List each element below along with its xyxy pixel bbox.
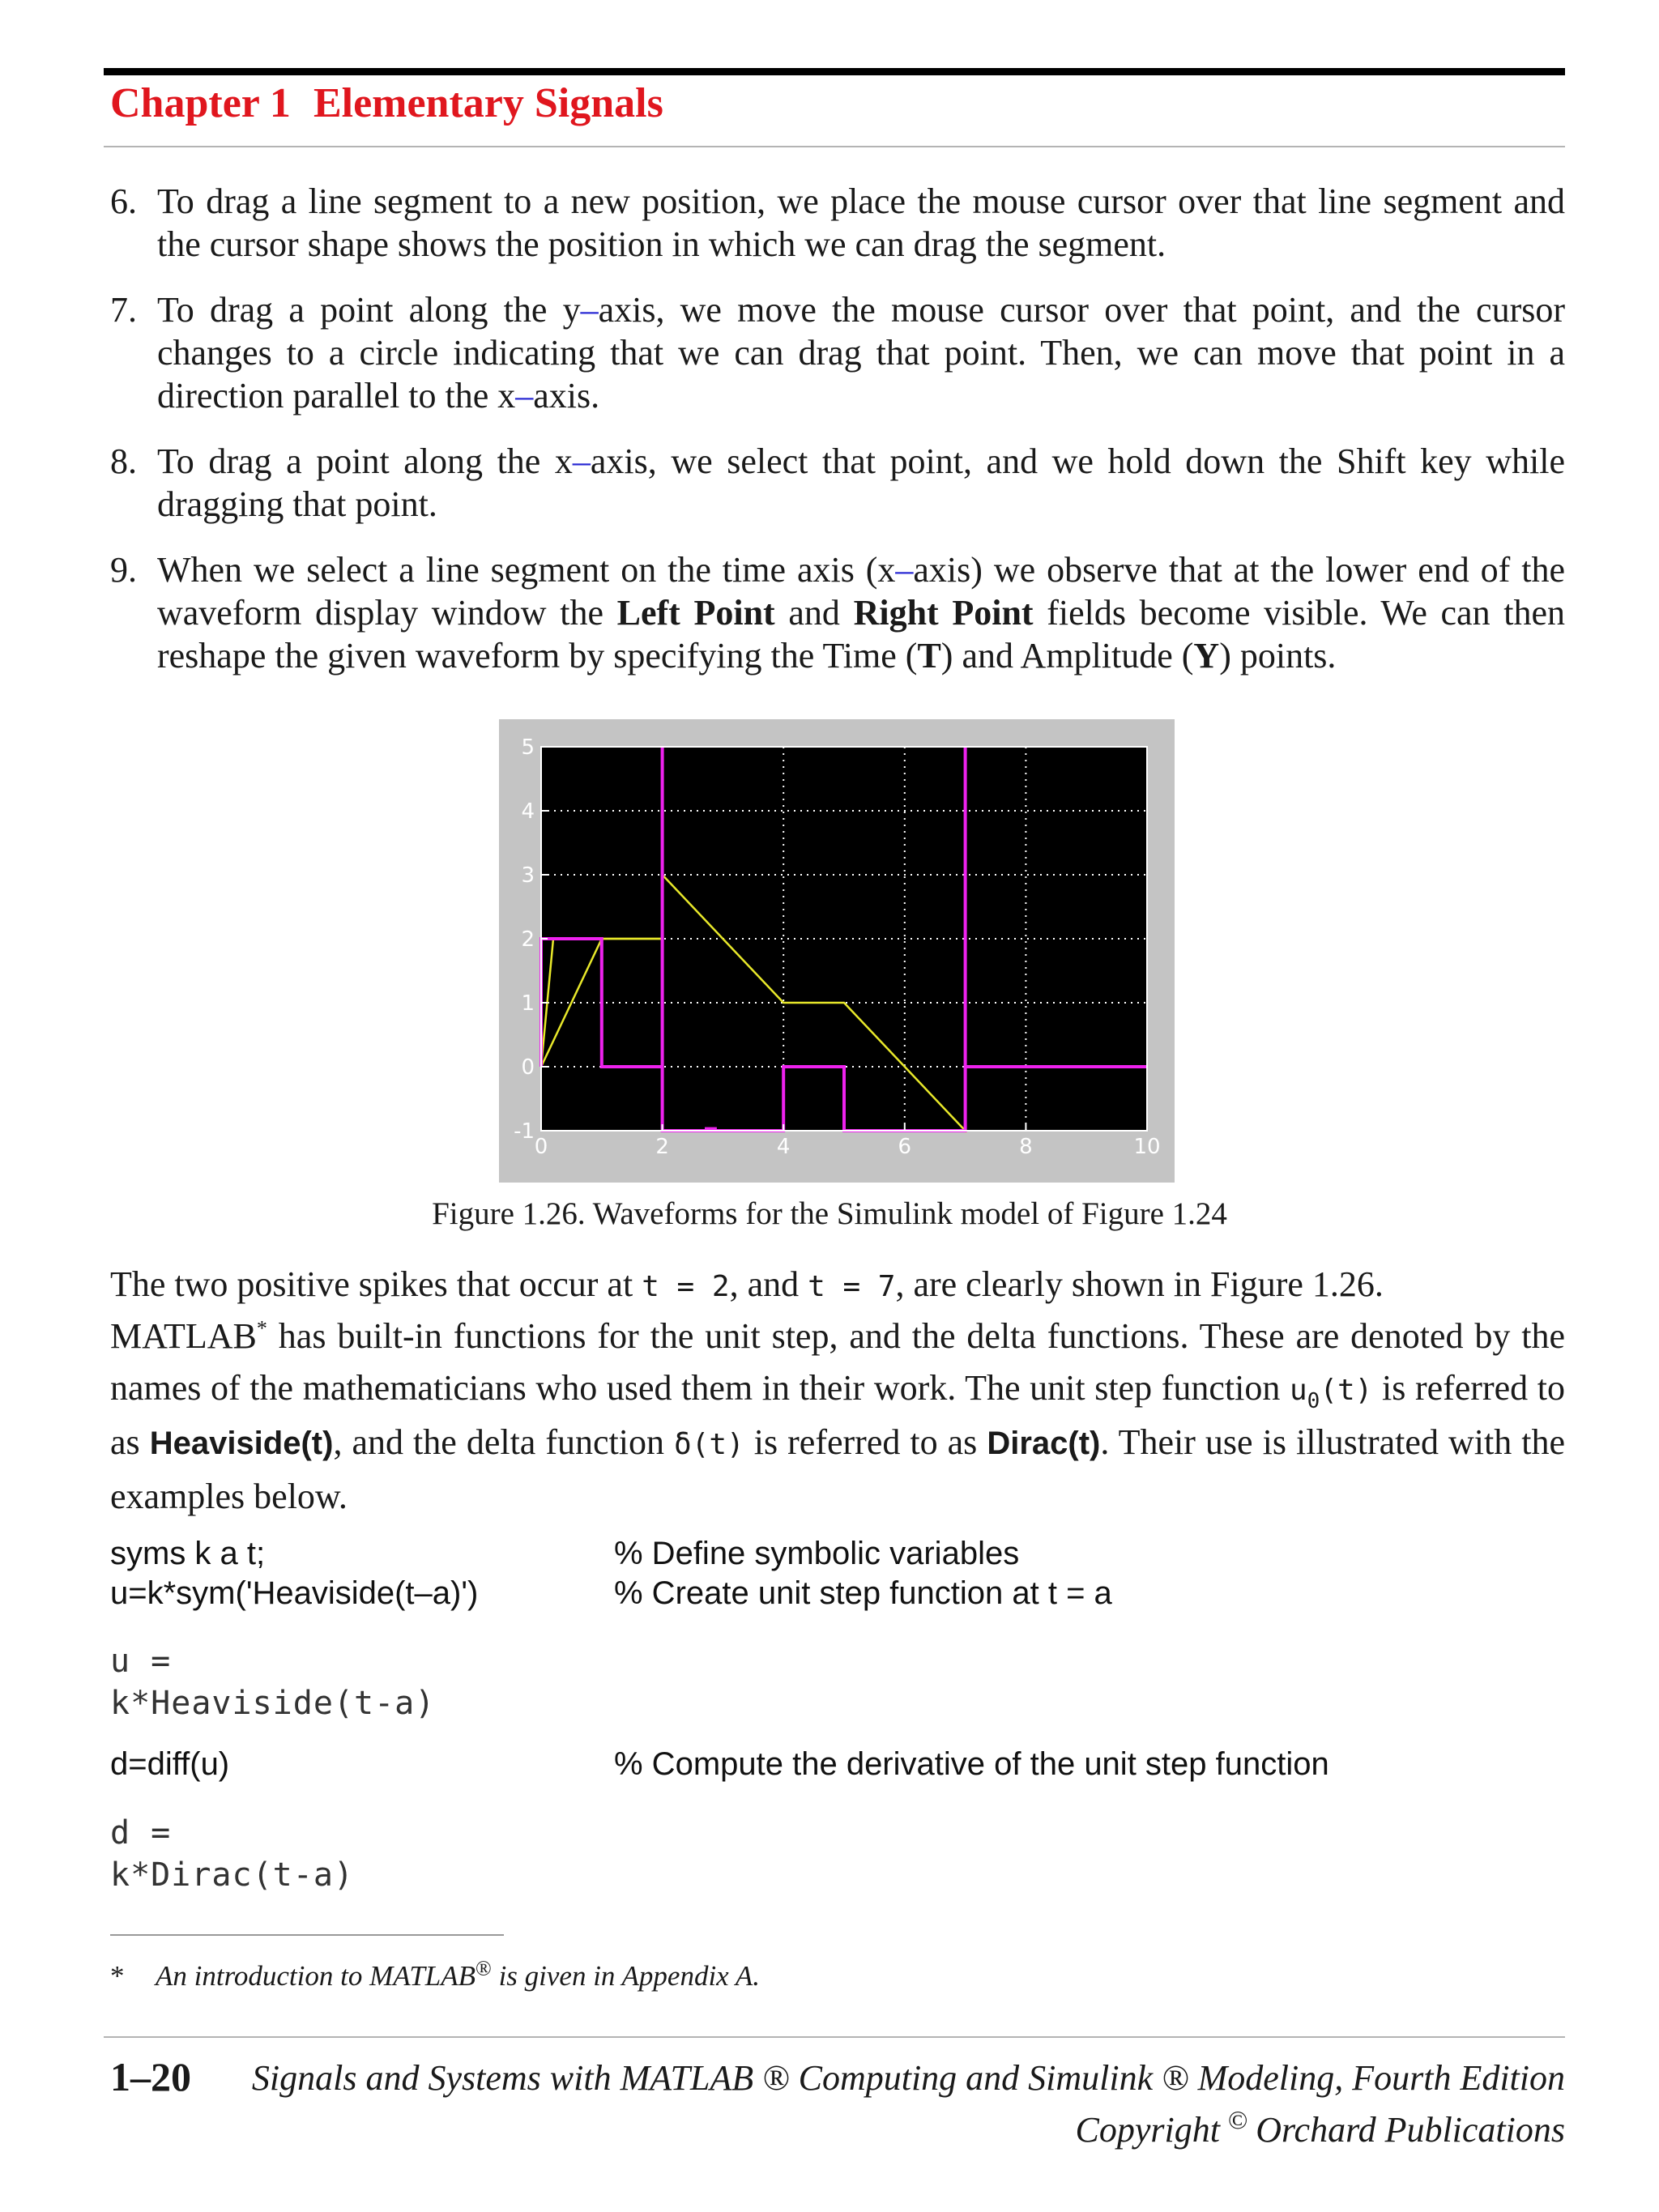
list-item	[110, 288, 1565, 417]
code-line: d=diff(u)	[110, 1746, 230, 1782]
list-item	[110, 180, 1565, 266]
y-tick-label: 1	[521, 991, 535, 1016]
numbered-list	[110, 180, 1565, 700]
item-text: When we select a line segment on the time axis (x–axis) we observe that at the lower end of the waveform display window the Left Point and Right Point fields become visible. We can then reshape the given waveform by specifying the Time (T) and Amplitude (Y) points.	[157, 550, 1566, 676]
chapter-label: Chapter 1	[110, 80, 291, 126]
paragraph-spikes: The two positive spikes that occur at t = 2, and t = 7, are clearly shown in Figure 1.26.	[110, 1264, 1384, 1304]
y-tick-label: 0	[521, 1055, 535, 1080]
list-item	[110, 548, 1565, 677]
list-item	[110, 440, 1565, 526]
footnote: * An introduction to MATLAB® is given in Appendix A.	[110, 1956, 760, 1992]
code-line: syms k a t;	[110, 1536, 266, 1571]
x-tick-label: 10	[1133, 1135, 1161, 1159]
item-number: 9.	[110, 550, 137, 590]
page-number: 1–20	[110, 2054, 191, 2099]
waveform-plot	[499, 719, 1175, 1183]
x-tick-label: 6	[898, 1135, 912, 1159]
top-rule	[104, 68, 1565, 75]
y-tick-label: -1	[514, 1119, 535, 1144]
figure-caption: Figure 1.26. Waveforms for the Simulink model of Figure 1.24	[432, 1196, 1227, 1231]
code-comment: % Compute the derivative of the unit step function	[614, 1746, 1329, 1782]
item-text: To drag a point along the x–axis, we select that point, and we hold down the Shift key while dragging that point.	[157, 441, 1565, 524]
y-tick-label: 5	[521, 735, 535, 760]
code-output: k*Heaviside(t-a)	[110, 1685, 436, 1722]
paragraph-matlab: MATLAB* has built-in functions for the unit step, and the delta functions. These are denoted by the names of the mathematicians who used them in their work. The unit step function $u_0(t)$ is referred to as Heaviside(t), and the delta function δ(t) is referred to as Dirac(t). Their use is illustrated with the examples below.	[110, 1316, 1565, 1516]
x-tick-label: 8	[1019, 1135, 1033, 1159]
item-text: To drag a line segment to a new position, we place the mouse cursor over that line segment and the cursor shape shows the position in which we can drag the segment.	[157, 181, 1565, 264]
x-tick-label: 0	[534, 1135, 548, 1159]
header-rule	[104, 146, 1565, 147]
item-text: To drag a point along the y–axis, we move the mouse cursor over that point, and the cursor changes to a circle indicating that we can drag that point. Then, we can move that point in a direction parallel to the x–axis.	[157, 290, 1565, 416]
chapter-title: Elementary Signals	[313, 80, 663, 126]
footer-rule	[104, 2036, 1565, 2038]
y-tick-label: 2	[521, 927, 535, 952]
scope-figure	[499, 719, 1175, 1183]
code-comment: % Define symbolic variables	[614, 1536, 1020, 1571]
code-line: u=k*sym('Heaviside(t–a)')	[110, 1575, 479, 1611]
x-tick-label: 2	[655, 1135, 669, 1159]
code-comment: % Create unit step function at t = a	[614, 1575, 1112, 1611]
x-tick-label: 4	[776, 1135, 791, 1159]
item-number: 7.	[110, 290, 137, 330]
code-output: d =	[110, 1814, 172, 1852]
item-number: 6.	[110, 181, 137, 221]
item-number: 8.	[110, 441, 137, 481]
chapter-heading	[110, 79, 663, 127]
code-output: u =	[110, 1643, 172, 1680]
y-tick-label: 3	[521, 863, 535, 888]
book-title: Signals and Systems with MATLAB ® Computing and Simulink ® Modeling, Fourth Edition	[251, 2058, 1565, 2098]
footnote-rule	[110, 1934, 504, 1936]
copyright-line: Copyright © Orchard Publications	[1075, 2105, 1565, 2150]
code-output: k*Dirac(t-a)	[110, 1856, 354, 1894]
y-tick-label: 4	[521, 799, 535, 824]
